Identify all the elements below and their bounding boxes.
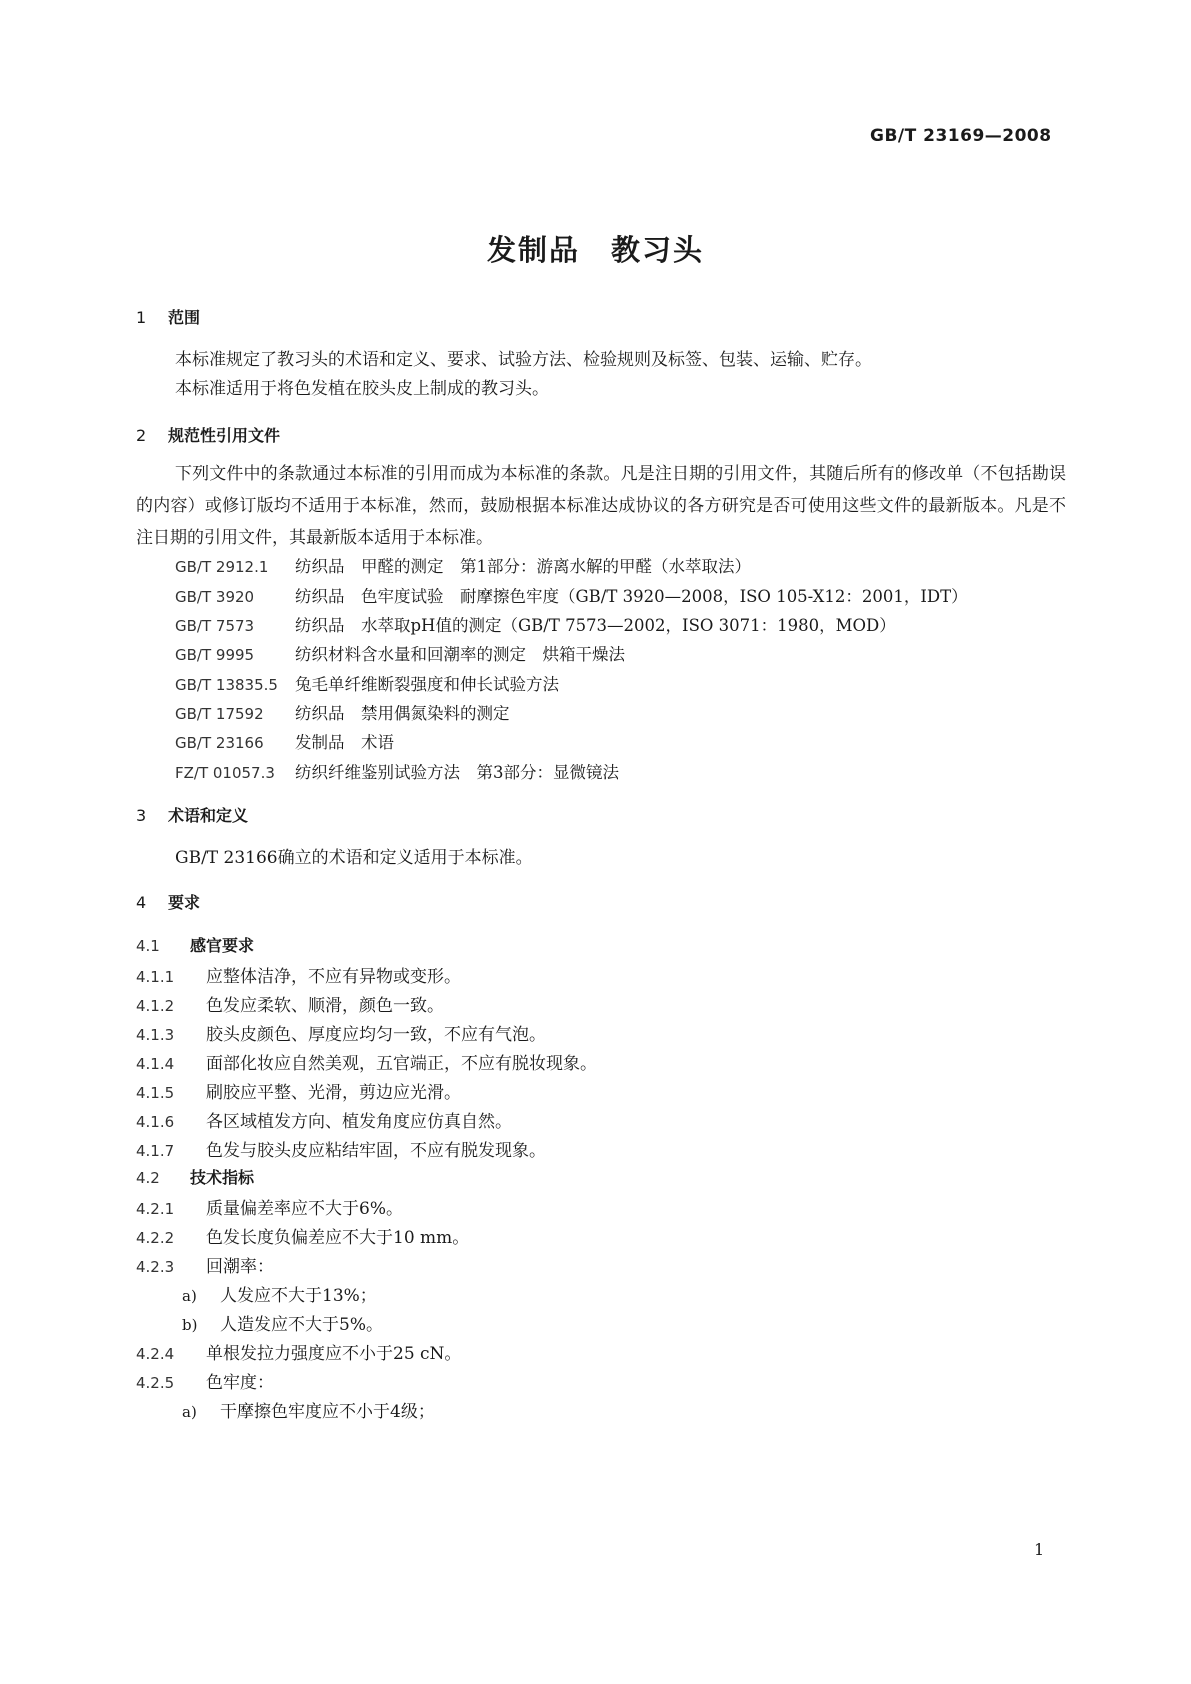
clause-item	[136, 991, 444, 1016]
subclause-heading	[136, 933, 254, 956]
clause-item	[136, 1020, 546, 1045]
section-number: 2	[136, 426, 147, 445]
section-title: 规范性引用文件	[168, 426, 281, 445]
clause-item	[136, 1136, 546, 1161]
clause-number: 4.2.5	[136, 1374, 175, 1392]
reference-code: GB/T 7573	[175, 617, 255, 635]
list-marker: a)	[182, 1287, 197, 1305]
clause-title: 技术指标	[190, 1168, 255, 1187]
document-title: 发制品 教习头	[486, 233, 704, 267]
reference-item	[175, 759, 619, 783]
list-item	[182, 1310, 383, 1335]
section-title: 范围	[168, 308, 201, 327]
clause-number: 4.2	[136, 1169, 160, 1187]
subclause-heading	[136, 1165, 254, 1188]
reference-name: 发制品 术语	[295, 733, 394, 752]
clause-number: 4.2.3	[136, 1258, 175, 1276]
list-item	[182, 1397, 435, 1422]
clause-item	[136, 1194, 403, 1219]
clause-number: 4.2.4	[136, 1345, 175, 1363]
clause-item	[136, 1078, 461, 1103]
clause-number: 4.1	[136, 937, 160, 955]
scope-paragraph-2: 本标准适用于将色发植在胶头皮上制成的教习头。	[175, 379, 549, 399]
section-number: 4	[136, 893, 147, 912]
clause-number: 4.1.3	[136, 1026, 175, 1044]
clause-text: 刷胶应平整、光滑，剪边应光滑。	[206, 1083, 461, 1103]
list-text: 人发应不大于13%；	[220, 1286, 377, 1306]
reference-name: 纺织品 色牢度试验 耐摩擦色牢度（GB/T 3920—2008，ISO 105-X12：2001，IDT）	[295, 587, 968, 606]
list-text: 干摩擦色牢度应不小于4级；	[220, 1402, 435, 1422]
reference-code: GB/T 17592	[175, 705, 264, 723]
reference-item	[175, 671, 559, 695]
list-item	[182, 1281, 377, 1306]
reference-name: 兔毛单纤维断裂强度和伸长试验方法	[295, 675, 559, 694]
list-text: 人造发应不大于5%。	[220, 1315, 383, 1335]
section-heading-3	[136, 803, 248, 826]
normative-intro-paragraph: 下列文件中的条款通过本标准的引用而成为本标准的条款。凡是注日期的引用文件，其随后所有的修改单（不包括勘误的内容）或修订版均不适用于本标准，然而，鼓励根据本标准达成协议的各方研究是否可使用这些文件的最新版本。凡是不注日期的引用文件，其最新版本适用于本标准。	[136, 464, 1066, 548]
clause-number: 4.1.5	[136, 1084, 175, 1102]
clause-item	[136, 962, 461, 987]
reference-code: GB/T 3920	[175, 588, 255, 606]
page-number: 1	[1034, 1540, 1045, 1559]
clause-number: 4.1.4	[136, 1055, 175, 1073]
reference-item	[175, 641, 625, 665]
reference-item	[175, 729, 394, 753]
clause-number: 4.1.7	[136, 1142, 175, 1160]
reference-code: GB/T 9995	[175, 646, 255, 664]
scope-paragraph-1: 本标准规定了教习头的术语和定义、要求、试验方法、检验规则及标签、包装、运输、贮存。	[175, 350, 872, 370]
reference-name: 纺织材料含水量和回潮率的测定 烘箱干燥法	[295, 645, 625, 664]
section-heading-1	[136, 305, 200, 328]
reference-item	[175, 583, 968, 607]
reference-name: 纺织纤维鉴别试验方法 第3部分：显微镜法	[295, 763, 619, 782]
standard-number: GB/T 23169—2008	[870, 126, 1052, 146]
reference-name: 纺织品 禁用偶氮染料的测定	[295, 704, 510, 723]
reference-code: GB/T 23166	[175, 734, 264, 752]
reference-code: FZ/T 01057.3	[175, 764, 275, 782]
clause-number: 4.1.6	[136, 1113, 175, 1131]
clause-text: 色牢度：	[206, 1373, 274, 1393]
clause-item	[136, 1223, 469, 1248]
clause-text: 面部化妆应自然美观，五官端正，不应有脱妆现象。	[206, 1054, 597, 1074]
clause-item	[136, 1107, 512, 1132]
clause-text: 应整体洁净，不应有异物或变形。	[206, 967, 461, 987]
reference-item	[175, 612, 896, 636]
clause-item	[136, 1252, 274, 1277]
clause-text: 色发应柔软、顺滑，颜色一致。	[206, 996, 444, 1016]
reference-code: GB/T 2912.1	[175, 558, 269, 576]
section-number: 1	[136, 308, 147, 327]
section-number: 3	[136, 806, 147, 825]
section-title: 要求	[168, 893, 201, 912]
clause-number: 4.2.2	[136, 1229, 175, 1247]
clause-text: 色发长度负偏差应不大于10 mm。	[206, 1228, 470, 1248]
list-marker: a)	[182, 1403, 197, 1421]
section-title: 术语和定义	[168, 806, 249, 825]
clause-number: 4.2.1	[136, 1200, 175, 1218]
clause-item	[136, 1339, 461, 1364]
clause-text: 质量偏差率应不大于6%。	[206, 1199, 403, 1219]
section-heading-2	[136, 423, 280, 446]
clause-title: 感官要求	[190, 936, 255, 955]
clause-text: 单根发拉力强度应不小于25 cN。	[206, 1344, 462, 1364]
clause-item	[136, 1368, 274, 1393]
reference-item	[175, 700, 510, 724]
section-heading-4	[136, 890, 200, 913]
terms-paragraph: GB/T 23166确立的术语和定义适用于本标准。	[175, 848, 533, 868]
clause-text: 色发与胶头皮应粘结牢固，不应有脱发现象。	[206, 1141, 546, 1161]
reference-code: GB/T 13835.5	[175, 676, 278, 694]
list-marker: b)	[182, 1316, 198, 1334]
clause-text: 各区域植发方向、植发角度应仿真自然。	[206, 1112, 512, 1132]
reference-name: 纺织品 水萃取pH值的测定（GB/T 7573—2002，ISO 3071：1980，MOD）	[295, 616, 896, 635]
clause-item	[136, 1049, 597, 1074]
clause-text: 胶头皮颜色、厚度应均匀一致，不应有气泡。	[206, 1025, 546, 1045]
clause-text: 回潮率：	[206, 1257, 274, 1277]
reference-name: 纺织品 甲醛的测定 第1部分：游离水解的甲醛（水萃取法）	[295, 557, 751, 576]
reference-item	[175, 553, 751, 577]
clause-number: 4.1.2	[136, 997, 175, 1015]
clause-number: 4.1.1	[136, 968, 175, 986]
